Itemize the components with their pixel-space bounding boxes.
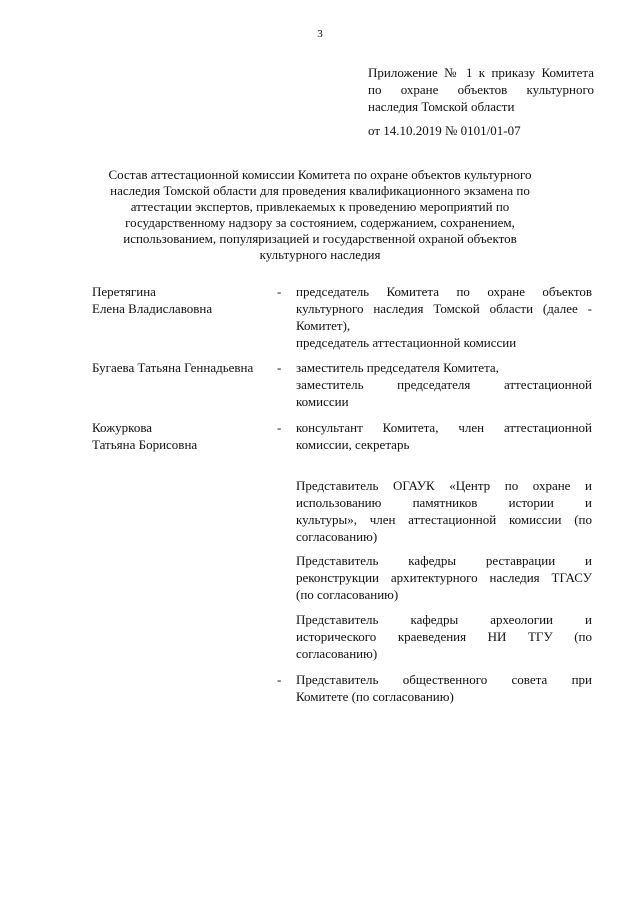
title-line: аттестации экспертов, привлекаемых к проведению мероприятий по bbox=[130, 199, 510, 214]
order-reference: от 14.10.2019 № 0101/01-07 bbox=[368, 123, 521, 138]
member-role-line: Представитель ОГАУК «Центр по охране и bbox=[296, 478, 592, 493]
member-role-line: реконструкции архитектурного наследия ТГАСУ bbox=[296, 570, 592, 585]
member-role bbox=[296, 477, 592, 545]
member-role bbox=[296, 359, 592, 410]
member-role-line: председатель Комитета по охране объектов bbox=[296, 284, 592, 299]
appendix-line: наследия Томской области bbox=[368, 99, 515, 114]
title-line: Состав аттестационной комиссии Комитета по охране объектов культурного bbox=[108, 167, 532, 182]
member-role-line: заместитель председателя аттестационной bbox=[296, 377, 592, 392]
member-role-line: Представитель кафедры археологии и bbox=[296, 612, 592, 627]
member-name-line: Перетягина bbox=[92, 284, 156, 299]
member-name bbox=[92, 419, 274, 453]
member-dash: - bbox=[277, 360, 282, 375]
document-title bbox=[100, 167, 540, 263]
member-role-line: председатель аттестационной комиссии bbox=[296, 335, 517, 350]
member-role-line: согласованию) bbox=[296, 529, 378, 544]
member-role bbox=[296, 552, 592, 603]
member-role-line: заместитель председателя Комитета, bbox=[296, 360, 499, 375]
page-number: 3 bbox=[317, 28, 323, 40]
member-role-line: комиссии, секретарь bbox=[296, 437, 410, 452]
member-role-line: использованию памятников истории и bbox=[296, 495, 592, 510]
member-role-line: (по согласованию) bbox=[296, 587, 399, 602]
member-role-line: комиссии bbox=[296, 394, 349, 409]
member-name bbox=[92, 359, 274, 376]
member-role-line: Представитель общественного совета при bbox=[296, 672, 592, 687]
member-role-line: Комитете (по согласованию) bbox=[296, 689, 454, 704]
member-role-line: культурного наследия Томской области (далее - bbox=[296, 301, 592, 316]
member-role-line: Представитель кафедры реставрации и bbox=[296, 553, 592, 568]
member-name bbox=[92, 283, 274, 317]
member-role bbox=[296, 671, 592, 705]
title-line: наследия Томской области для проведения квалификационного экзамена по bbox=[110, 183, 530, 198]
member-role-line: исторического краеведения НИ ТГУ (по bbox=[296, 629, 592, 644]
member-dash: - bbox=[277, 420, 282, 435]
appendix-line: Приложение № 1 к приказу Комитета bbox=[368, 65, 594, 80]
member-role-line: культуры», член аттестационной комиссии (по bbox=[296, 512, 592, 527]
title-line: государственному надзору за состоянием, содержанием, сохранением, bbox=[125, 215, 515, 230]
title-line: использованием, популяризацией и государственной охраной объектов bbox=[123, 231, 517, 246]
member-dash: - bbox=[277, 284, 282, 299]
member-role bbox=[296, 611, 592, 662]
member-role bbox=[296, 283, 592, 351]
member-name-line: Бугаева Татьяна Геннадьевна bbox=[92, 360, 254, 375]
member-role-line: консультант Комитета, член аттестационной bbox=[296, 420, 592, 435]
member-role bbox=[296, 419, 592, 453]
member-name-line: Татьяна Борисовна bbox=[92, 437, 198, 452]
member-name-line: Кожуркова bbox=[92, 420, 153, 435]
member-role-line: Комитет), bbox=[296, 318, 351, 333]
member-role-line: согласованию) bbox=[296, 646, 378, 661]
appendix-line: по охране объектов культурного bbox=[368, 82, 594, 97]
member-dash: - bbox=[277, 672, 282, 687]
appendix-header bbox=[368, 64, 594, 115]
title-line: культурного наследия bbox=[259, 247, 381, 262]
member-name-line: Елена Владиславовна bbox=[92, 301, 213, 316]
